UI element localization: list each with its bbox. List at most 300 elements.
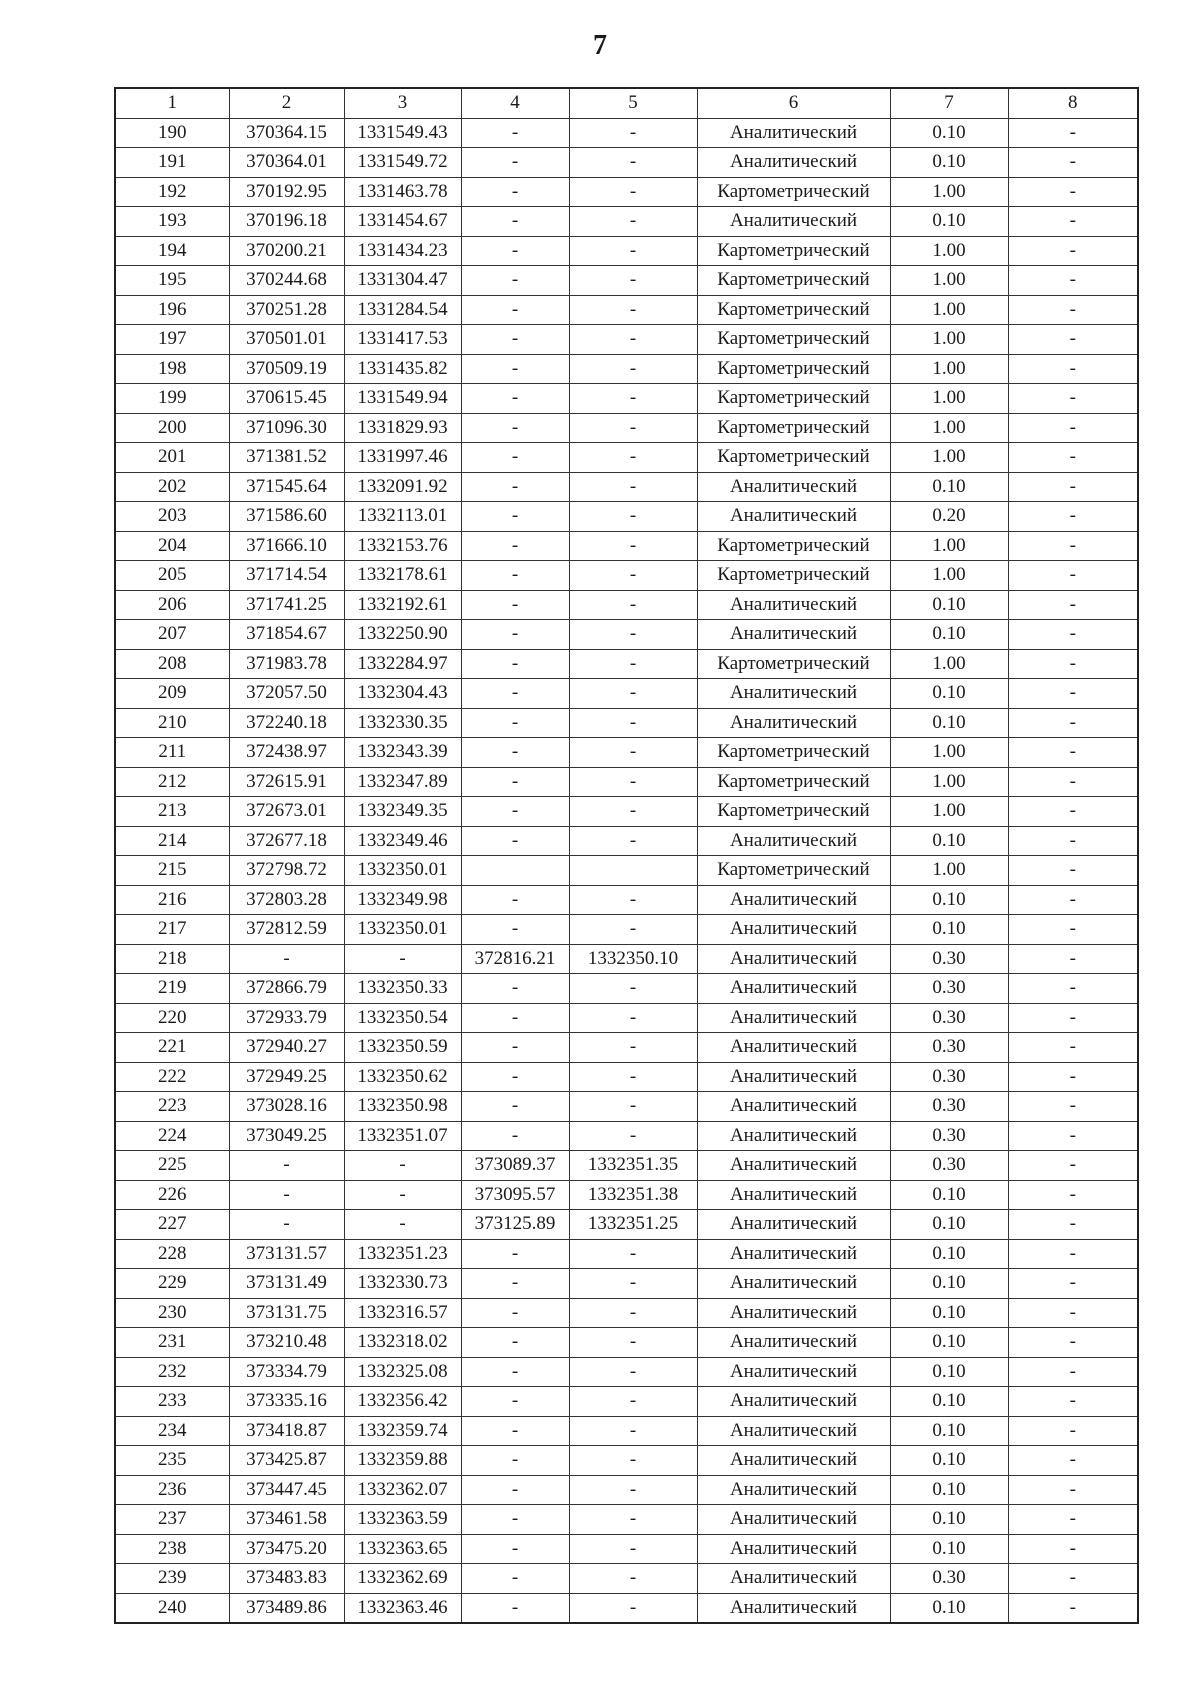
note-cell: - — [1008, 1446, 1138, 1476]
accuracy-cell: 0.10 — [890, 472, 1008, 502]
y-new-cell: - — [569, 1003, 697, 1033]
method-cell: Картометрический — [697, 531, 890, 561]
column-header: 4 — [461, 88, 569, 118]
y-coordinate-cell: 1332192.61 — [344, 590, 461, 620]
point-number-cell: 208 — [115, 649, 229, 679]
accuracy-cell: 1.00 — [890, 266, 1008, 296]
note-cell: - — [1008, 413, 1138, 443]
table-row — [115, 1387, 1138, 1417]
x-new-cell: - — [461, 649, 569, 679]
x-coordinate-cell: 372812.59 — [229, 915, 344, 945]
x-new-cell: - — [461, 531, 569, 561]
note-cell: - — [1008, 1180, 1138, 1210]
x-new-cell: - — [461, 767, 569, 797]
y-new-cell: - — [569, 1387, 697, 1417]
x-coordinate-cell: 371096.30 — [229, 413, 344, 443]
method-cell: Картометрический — [697, 236, 890, 266]
x-new-cell: - — [461, 325, 569, 355]
method-cell: Аналитический — [697, 118, 890, 148]
y-new-cell: - — [569, 1593, 697, 1623]
y-new-cell: 1332350.10 — [569, 944, 697, 974]
point-number-cell: 216 — [115, 885, 229, 915]
x-new-cell: - — [461, 443, 569, 473]
method-cell: Картометрический — [697, 295, 890, 325]
table-row — [115, 1446, 1138, 1476]
x-coordinate-cell: 372057.50 — [229, 679, 344, 709]
method-cell: Аналитический — [697, 1062, 890, 1092]
table-row — [115, 1062, 1138, 1092]
y-coordinate-cell: 1332359.74 — [344, 1416, 461, 1446]
point-number-cell: 198 — [115, 354, 229, 384]
point-number-cell: 213 — [115, 797, 229, 827]
note-cell: - — [1008, 738, 1138, 768]
y-new-cell: - — [569, 1416, 697, 1446]
x-coordinate-cell: 372798.72 — [229, 856, 344, 886]
method-cell: Картометрический — [697, 797, 890, 827]
table-row — [115, 148, 1138, 178]
y-new-cell: - — [569, 384, 697, 414]
method-cell: Аналитический — [697, 885, 890, 915]
table-row — [115, 1151, 1138, 1181]
table-row — [115, 679, 1138, 709]
x-coordinate-cell: - — [229, 944, 344, 974]
x-new-cell: - — [461, 266, 569, 296]
x-coordinate-cell: 370244.68 — [229, 266, 344, 296]
note-cell: - — [1008, 561, 1138, 591]
x-coordinate-cell: 372438.97 — [229, 738, 344, 768]
point-number-cell: 210 — [115, 708, 229, 738]
y-coordinate-cell: 1332350.01 — [344, 856, 461, 886]
accuracy-cell: 0.30 — [890, 1092, 1008, 1122]
x-coordinate-cell: 373335.16 — [229, 1387, 344, 1417]
x-new-cell: - — [461, 679, 569, 709]
y-coordinate-cell: 1332350.98 — [344, 1092, 461, 1122]
table-row — [115, 738, 1138, 768]
table-row — [115, 944, 1138, 974]
y-coordinate-cell: 1332350.62 — [344, 1062, 461, 1092]
y-new-cell: - — [569, 738, 697, 768]
point-number-cell: 202 — [115, 472, 229, 502]
x-coordinate-cell: 372240.18 — [229, 708, 344, 738]
y-new-cell: - — [569, 561, 697, 591]
note-cell: - — [1008, 295, 1138, 325]
accuracy-cell: 0.10 — [890, 1328, 1008, 1358]
point-number-cell: 201 — [115, 443, 229, 473]
x-new-cell: - — [461, 885, 569, 915]
x-new-cell: - — [461, 148, 569, 178]
y-coordinate-cell: 1332284.97 — [344, 649, 461, 679]
point-number-cell: 221 — [115, 1033, 229, 1063]
method-cell: Картометрический — [697, 266, 890, 296]
y-coordinate-cell: 1332113.01 — [344, 502, 461, 532]
point-number-cell: 238 — [115, 1534, 229, 1564]
x-new-cell: - — [461, 1003, 569, 1033]
x-new-cell: - — [461, 472, 569, 502]
column-header: 3 — [344, 88, 461, 118]
note-cell: - — [1008, 148, 1138, 178]
method-cell: Аналитический — [697, 1298, 890, 1328]
method-cell: Аналитический — [697, 1505, 890, 1535]
x-coordinate-cell: 373131.57 — [229, 1239, 344, 1269]
x-new-cell: - — [461, 561, 569, 591]
y-coordinate-cell: 1332350.01 — [344, 915, 461, 945]
accuracy-cell: 0.10 — [890, 708, 1008, 738]
x-new-cell: - — [461, 826, 569, 856]
point-number-cell: 193 — [115, 207, 229, 237]
x-new-cell: - — [461, 1564, 569, 1594]
point-number-cell: 229 — [115, 1269, 229, 1299]
y-new-cell: - — [569, 502, 697, 532]
x-new-cell: - — [461, 974, 569, 1004]
y-new-cell: 1332351.38 — [569, 1180, 697, 1210]
accuracy-cell: 0.10 — [890, 915, 1008, 945]
y-new-cell: - — [569, 177, 697, 207]
table-row — [115, 1239, 1138, 1269]
note-cell: - — [1008, 236, 1138, 266]
y-coordinate-cell: 1332304.43 — [344, 679, 461, 709]
x-coordinate-cell: 372803.28 — [229, 885, 344, 915]
table-row — [115, 1328, 1138, 1358]
point-number-cell: 230 — [115, 1298, 229, 1328]
table-row — [115, 856, 1138, 886]
y-new-cell: - — [569, 1239, 697, 1269]
y-coordinate-cell: 1331434.23 — [344, 236, 461, 266]
accuracy-cell: 1.00 — [890, 649, 1008, 679]
accuracy-cell: 0.10 — [890, 1505, 1008, 1535]
point-number-cell: 214 — [115, 826, 229, 856]
table-row — [115, 207, 1138, 237]
method-cell: Аналитический — [697, 1151, 890, 1181]
note-cell: - — [1008, 767, 1138, 797]
x-new-cell: 373089.37 — [461, 1151, 569, 1181]
note-cell: - — [1008, 177, 1138, 207]
table-row — [115, 649, 1138, 679]
table-row — [115, 472, 1138, 502]
y-new-cell: - — [569, 1534, 697, 1564]
method-cell: Картометрический — [697, 738, 890, 768]
point-number-cell: 234 — [115, 1416, 229, 1446]
note-cell: - — [1008, 531, 1138, 561]
accuracy-cell: 0.10 — [890, 1387, 1008, 1417]
table-row — [115, 974, 1138, 1004]
accuracy-cell: 0.10 — [890, 1269, 1008, 1299]
x-coordinate-cell: 373418.87 — [229, 1416, 344, 1446]
note-cell: - — [1008, 443, 1138, 473]
y-coordinate-cell: 1331435.82 — [344, 354, 461, 384]
x-coordinate-cell: 371545.64 — [229, 472, 344, 502]
y-new-cell: - — [569, 413, 697, 443]
accuracy-cell: 0.10 — [890, 1180, 1008, 1210]
table-row — [115, 590, 1138, 620]
x-coordinate-cell: 370509.19 — [229, 354, 344, 384]
table-row — [115, 1210, 1138, 1240]
y-new-cell: - — [569, 1092, 697, 1122]
y-new-cell: - — [569, 1033, 697, 1063]
column-header: 6 — [697, 88, 890, 118]
y-new-cell: - — [569, 797, 697, 827]
y-coordinate-cell: 1332359.88 — [344, 1446, 461, 1476]
x-new-cell — [461, 856, 569, 886]
x-coordinate-cell: 373461.58 — [229, 1505, 344, 1535]
table-row — [115, 1593, 1138, 1623]
x-new-cell: - — [461, 1239, 569, 1269]
point-number-cell: 223 — [115, 1092, 229, 1122]
note-cell: - — [1008, 915, 1138, 945]
point-number-cell: 240 — [115, 1593, 229, 1623]
x-new-cell: - — [461, 295, 569, 325]
x-new-cell: - — [461, 1092, 569, 1122]
point-number-cell: 205 — [115, 561, 229, 591]
page-number: 7 — [593, 30, 607, 61]
y-new-cell: - — [569, 443, 697, 473]
accuracy-cell: 1.00 — [890, 354, 1008, 384]
x-new-cell: - — [461, 1475, 569, 1505]
method-cell: Аналитический — [697, 1357, 890, 1387]
x-coordinate-cell: 373489.86 — [229, 1593, 344, 1623]
table-row — [115, 1121, 1138, 1151]
point-number-cell: 217 — [115, 915, 229, 945]
point-number-cell: 196 — [115, 295, 229, 325]
note-cell: - — [1008, 885, 1138, 915]
table-row — [115, 620, 1138, 650]
x-new-cell: 373095.57 — [461, 1180, 569, 1210]
x-new-cell: - — [461, 502, 569, 532]
point-number-cell: 224 — [115, 1121, 229, 1151]
table-row — [115, 767, 1138, 797]
x-coordinate-cell: 370364.15 — [229, 118, 344, 148]
y-coordinate-cell: 1331304.47 — [344, 266, 461, 296]
y-coordinate-cell: 1331549.43 — [344, 118, 461, 148]
point-number-cell: 219 — [115, 974, 229, 1004]
point-number-cell: 199 — [115, 384, 229, 414]
y-new-cell: - — [569, 1269, 697, 1299]
method-cell: Аналитический — [697, 708, 890, 738]
point-number-cell: 192 — [115, 177, 229, 207]
y-coordinate-cell: 1331454.67 — [344, 207, 461, 237]
table-row — [115, 236, 1138, 266]
y-new-cell: - — [569, 1121, 697, 1151]
x-new-cell: - — [461, 207, 569, 237]
accuracy-cell: 0.10 — [890, 1357, 1008, 1387]
x-coordinate-cell: - — [229, 1151, 344, 1181]
table-row — [115, 531, 1138, 561]
note-cell: - — [1008, 826, 1138, 856]
y-new-cell: - — [569, 1475, 697, 1505]
method-cell: Аналитический — [697, 1475, 890, 1505]
accuracy-cell: 1.00 — [890, 767, 1008, 797]
point-number-cell: 227 — [115, 1210, 229, 1240]
y-new-cell: - — [569, 1564, 697, 1594]
note-cell: - — [1008, 1151, 1138, 1181]
method-cell: Картометрический — [697, 767, 890, 797]
accuracy-cell: 0.10 — [890, 1298, 1008, 1328]
y-coordinate-cell: 1332178.61 — [344, 561, 461, 591]
point-number-cell: 239 — [115, 1564, 229, 1594]
method-cell: Аналитический — [697, 915, 890, 945]
x-coordinate-cell: 373425.87 — [229, 1446, 344, 1476]
y-coordinate-cell: 1332351.07 — [344, 1121, 461, 1151]
x-new-cell: - — [461, 413, 569, 443]
x-coordinate-cell: 373210.48 — [229, 1328, 344, 1358]
y-new-cell: - — [569, 1328, 697, 1358]
y-coordinate-cell: 1332351.23 — [344, 1239, 461, 1269]
table-row — [115, 1180, 1138, 1210]
x-new-cell: - — [461, 1298, 569, 1328]
x-coordinate-cell: 370364.01 — [229, 148, 344, 178]
y-coordinate-cell: 1332349.98 — [344, 885, 461, 915]
x-coordinate-cell: 372940.27 — [229, 1033, 344, 1063]
method-cell: Аналитический — [697, 1387, 890, 1417]
y-new-cell: - — [569, 1062, 697, 1092]
y-new-cell: - — [569, 207, 697, 237]
column-header: 5 — [569, 88, 697, 118]
accuracy-cell: 1.00 — [890, 738, 1008, 768]
y-coordinate-cell: - — [344, 1180, 461, 1210]
point-number-cell: 203 — [115, 502, 229, 532]
accuracy-cell: 0.10 — [890, 1416, 1008, 1446]
method-cell: Аналитический — [697, 679, 890, 709]
accuracy-cell: 0.10 — [890, 620, 1008, 650]
accuracy-cell: 1.00 — [890, 531, 1008, 561]
x-new-cell: 372816.21 — [461, 944, 569, 974]
y-new-cell: - — [569, 531, 697, 561]
x-new-cell: - — [461, 738, 569, 768]
accuracy-cell: 1.00 — [890, 177, 1008, 207]
table-row — [115, 1092, 1138, 1122]
column-header: 1 — [115, 88, 229, 118]
table-row — [115, 1003, 1138, 1033]
note-cell: - — [1008, 1003, 1138, 1033]
point-number-cell: 228 — [115, 1239, 229, 1269]
accuracy-cell: 0.10 — [890, 1446, 1008, 1476]
method-cell: Аналитический — [697, 1534, 890, 1564]
note-cell: - — [1008, 1210, 1138, 1240]
note-cell: - — [1008, 207, 1138, 237]
method-cell: Картометрический — [697, 354, 890, 384]
method-cell: Картометрический — [697, 561, 890, 591]
accuracy-cell: 0.30 — [890, 1564, 1008, 1594]
table-row — [115, 1416, 1138, 1446]
x-new-cell: - — [461, 1387, 569, 1417]
y-new-cell: - — [569, 325, 697, 355]
note-cell: - — [1008, 944, 1138, 974]
method-cell: Аналитический — [697, 1003, 890, 1033]
y-new-cell: - — [569, 1446, 697, 1476]
method-cell: Аналитический — [697, 944, 890, 974]
point-number-cell: 195 — [115, 266, 229, 296]
accuracy-cell: 0.10 — [890, 148, 1008, 178]
y-new-cell: - — [569, 354, 697, 384]
point-number-cell: 191 — [115, 148, 229, 178]
x-new-cell: 373125.89 — [461, 1210, 569, 1240]
note-cell: - — [1008, 1593, 1138, 1623]
y-new-cell: - — [569, 620, 697, 650]
x-new-cell: - — [461, 620, 569, 650]
note-cell: - — [1008, 266, 1138, 296]
method-cell: Картометрический — [697, 649, 890, 679]
table-row — [115, 708, 1138, 738]
x-coordinate-cell: 371854.67 — [229, 620, 344, 650]
method-cell: Картометрический — [697, 384, 890, 414]
x-new-cell: - — [461, 1416, 569, 1446]
table-header-row — [115, 88, 1138, 118]
accuracy-cell: 0.10 — [890, 118, 1008, 148]
y-coordinate-cell: 1332363.46 — [344, 1593, 461, 1623]
y-new-cell: - — [569, 1505, 697, 1535]
accuracy-cell: 1.00 — [890, 443, 1008, 473]
y-new-cell: - — [569, 767, 697, 797]
note-cell: - — [1008, 590, 1138, 620]
y-new-cell: - — [569, 679, 697, 709]
x-coordinate-cell: 371586.60 — [229, 502, 344, 532]
y-coordinate-cell: 1332330.35 — [344, 708, 461, 738]
accuracy-cell: 0.10 — [890, 1239, 1008, 1269]
x-coordinate-cell: 372949.25 — [229, 1062, 344, 1092]
note-cell: - — [1008, 974, 1138, 1004]
accuracy-cell: 0.10 — [890, 885, 1008, 915]
y-new-cell: - — [569, 472, 697, 502]
x-new-cell: - — [461, 1593, 569, 1623]
method-cell: Картометрический — [697, 177, 890, 207]
table-row — [115, 1033, 1138, 1063]
y-new-cell: - — [569, 590, 697, 620]
x-coordinate-cell: 371666.10 — [229, 531, 344, 561]
table-row — [115, 384, 1138, 414]
y-coordinate-cell: 1332343.39 — [344, 738, 461, 768]
table-row — [115, 266, 1138, 296]
x-new-cell: - — [461, 1033, 569, 1063]
note-cell: - — [1008, 1357, 1138, 1387]
y-coordinate-cell: 1332349.46 — [344, 826, 461, 856]
table-row — [115, 1475, 1138, 1505]
point-number-cell: 220 — [115, 1003, 229, 1033]
y-coordinate-cell: 1332362.69 — [344, 1564, 461, 1594]
x-new-cell: - — [461, 797, 569, 827]
point-number-cell: 218 — [115, 944, 229, 974]
x-new-cell: - — [461, 1505, 569, 1535]
x-coordinate-cell: 370501.01 — [229, 325, 344, 355]
note-cell: - — [1008, 1475, 1138, 1505]
accuracy-cell: 1.00 — [890, 797, 1008, 827]
note-cell: - — [1008, 118, 1138, 148]
point-number-cell: 209 — [115, 679, 229, 709]
column-header: 7 — [890, 88, 1008, 118]
point-number-cell: 197 — [115, 325, 229, 355]
table-row — [115, 1534, 1138, 1564]
note-cell: - — [1008, 1092, 1138, 1122]
method-cell: Аналитический — [697, 1446, 890, 1476]
method-cell: Аналитический — [697, 1564, 890, 1594]
table-row — [115, 915, 1138, 945]
point-number-cell: 194 — [115, 236, 229, 266]
x-new-cell: - — [461, 1269, 569, 1299]
note-cell: - — [1008, 797, 1138, 827]
note-cell: - — [1008, 472, 1138, 502]
y-new-cell: - — [569, 266, 697, 296]
x-coordinate-cell: - — [229, 1180, 344, 1210]
note-cell: - — [1008, 708, 1138, 738]
x-new-cell: - — [461, 236, 569, 266]
y-coordinate-cell: 1331829.93 — [344, 413, 461, 443]
x-coordinate-cell: 372673.01 — [229, 797, 344, 827]
point-number-cell: 232 — [115, 1357, 229, 1387]
y-coordinate-cell: 1332318.02 — [344, 1328, 461, 1358]
accuracy-cell: 1.00 — [890, 236, 1008, 266]
table-row — [115, 177, 1138, 207]
table-row — [115, 1564, 1138, 1594]
y-new-cell: - — [569, 118, 697, 148]
point-number-cell: 222 — [115, 1062, 229, 1092]
